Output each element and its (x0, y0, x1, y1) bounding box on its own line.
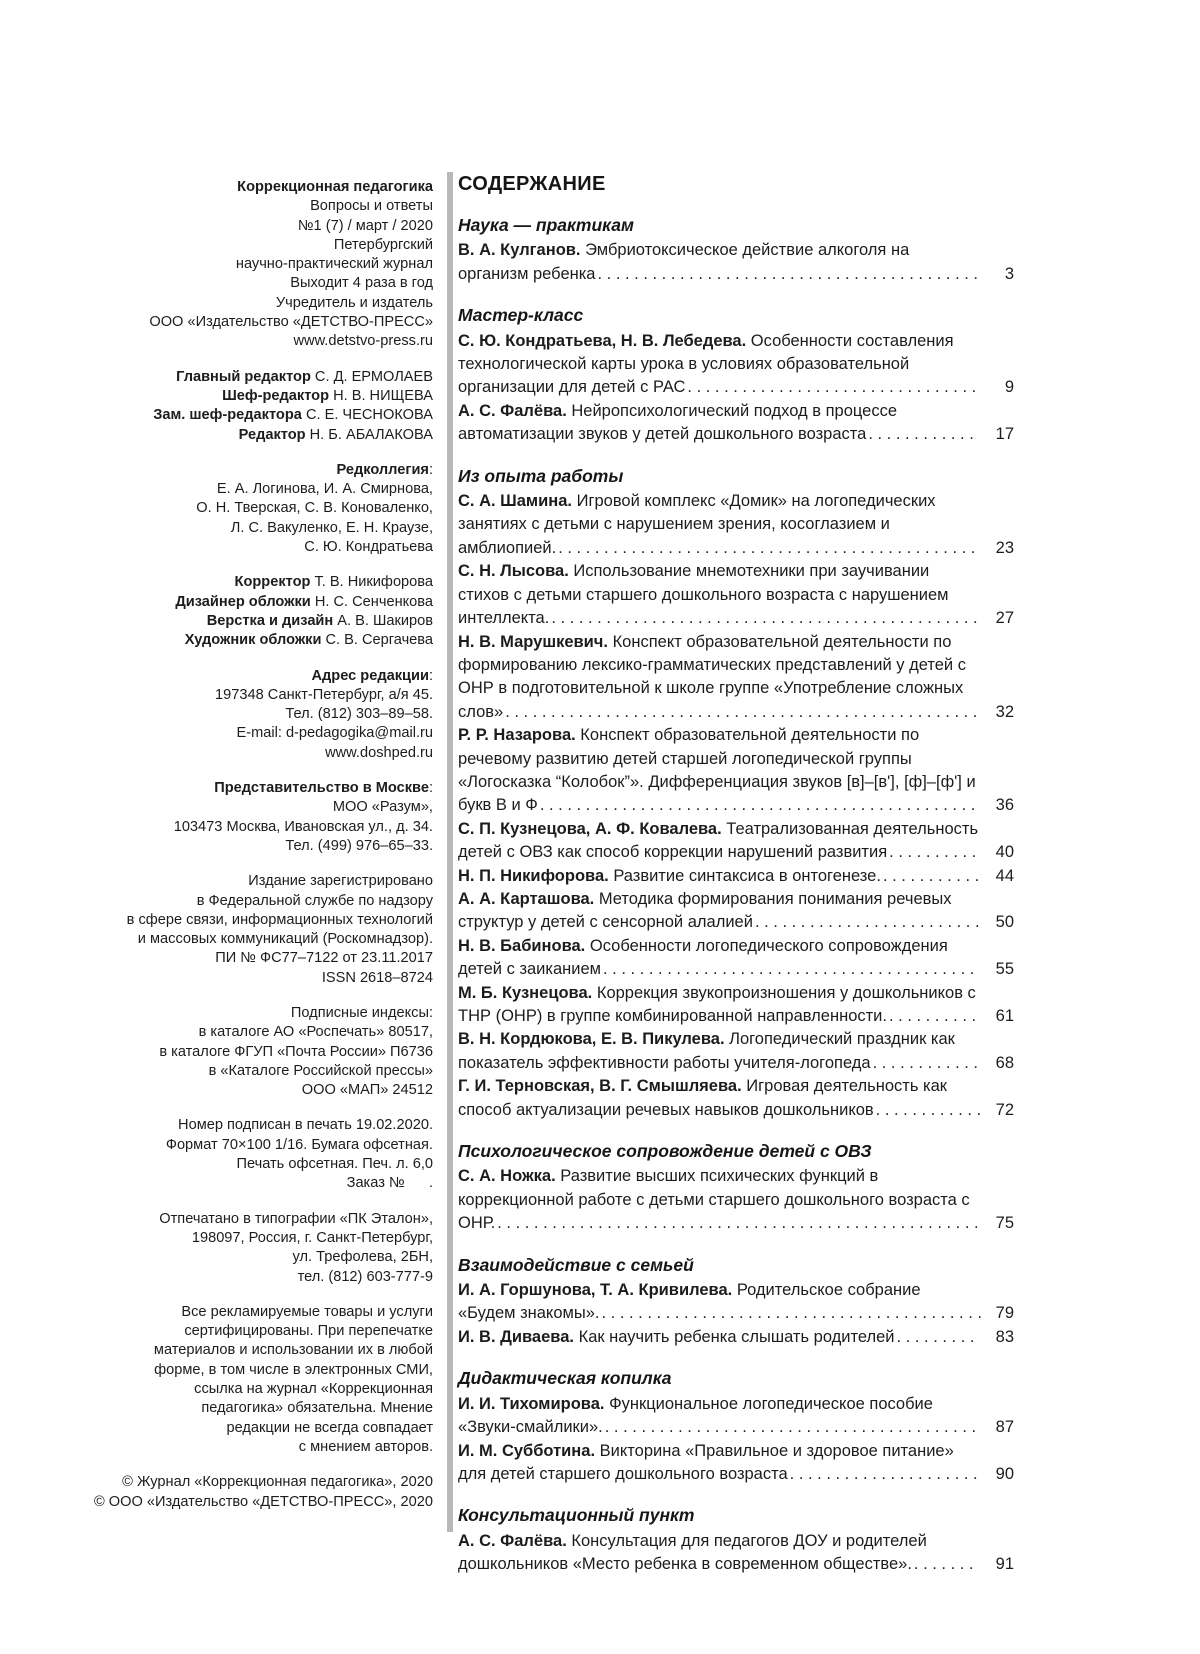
masthead-text: Учредитель и издатель (275, 294, 433, 311)
masthead-line (40, 1473, 433, 1492)
masthead-text: Н. В. НИЩЕВА (329, 387, 433, 404)
entry-page-number: 72 (995, 1100, 1014, 1119)
masthead-block (40, 1303, 433, 1457)
masthead-text: тел. (812) 603-777-9 (297, 1268, 433, 1285)
masthead-line (40, 1229, 433, 1248)
masthead-line (40, 519, 433, 538)
entry-page-number: 17 (995, 425, 1014, 444)
masthead-text: 197348 Санкт-Петербург, а/я 45. (215, 686, 433, 703)
toc-section (458, 304, 1014, 446)
dot-leader: . . . . . . . . . . (889, 843, 977, 862)
masthead-line (40, 969, 433, 988)
masthead-line (40, 930, 433, 949)
masthead-text: Печать офсетная. Печ. л. 6,0 (236, 1156, 433, 1173)
masthead-text: С. Ю. Кондратьева (304, 539, 433, 556)
entry-authors: Н. В. Бабинова. (458, 936, 586, 955)
masthead-label: Коррекционная педагогика (237, 179, 433, 195)
masthead-text: ООО «МАП» 24512 (301, 1082, 433, 1099)
masthead-text: Т. В. Никифорова (310, 574, 433, 591)
masthead-line (40, 1248, 433, 1267)
masthead-text: С. Д. ЕРМОЛАЕВ (310, 368, 433, 385)
masthead-text: ООО «Издательство «ДЕТСТВО-ПРЕСС» (149, 314, 433, 331)
entry-title: Логопедический праздник как показатель эффективности работы учителя-логопеда (458, 1030, 955, 1072)
entry-authors: Н. В. Марушкевич. (458, 632, 608, 651)
toc-entry (458, 1440, 1014, 1487)
masthead-text: Л. С. Вакуленко, Е. Н. Краузе, (230, 519, 433, 536)
dot-leader: . . . . . . . . . . . . . . . . . . . . . . . . . . . . . . . . . . . . . . . . . . . . . . . . . . . . . (497, 1214, 979, 1233)
entry-page-number: 36 (995, 796, 1014, 815)
entry-page-number: 32 (995, 702, 1014, 721)
masthead-line (40, 1081, 433, 1100)
entry-authors: А. А. Карташова. (458, 889, 595, 908)
masthead-text: в каталоге АО «Роспечать» 80517, (198, 1024, 433, 1041)
toc-entry (458, 1393, 1014, 1440)
contents-column (458, 172, 1014, 1577)
entry-page-number: 3 (1004, 264, 1014, 283)
entry-title: Викторина «Правильное и здоровое питание» для детей старшего дошкольного возраста (458, 1441, 954, 1483)
masthead-text: Н. С. Сенченкова (310, 593, 433, 610)
dot-leader: . . . . . . . . . . . . (868, 425, 974, 444)
entry-authors: А. С. Фалёва. (458, 401, 567, 420)
entry-page-number: 90 (995, 1464, 1014, 1483)
toc-entry (458, 631, 1014, 725)
dot-leader: . . . . . . . . . . . . . . . . . . . . . . . . . . . . . . . . . . . . . . . . . . . . . . . (551, 609, 978, 628)
masthead-text: Отпечатано в типографии «ПК Эталон», (159, 1210, 433, 1227)
masthead-text: Формат 70×100 1/16. Бумага офсетная. (165, 1136, 433, 1153)
masthead-line (40, 779, 433, 798)
toc-section (458, 1504, 1014, 1576)
toc-entry (458, 818, 1014, 865)
entry-title: Игровой комплекс «Домик» на логопедических занятиях с детьми с нарушением зрения, косоглазием и амблиопией. (458, 492, 936, 557)
section-heading: Консультационный пункт (458, 1505, 695, 1526)
masthead-line (40, 1155, 433, 1174)
toc-entry (458, 400, 1014, 447)
toc-entry (458, 1326, 1014, 1349)
dot-leader: . . . . . . . . . . . . . . . . . . . . . . . . . . . . . . . . . . . . . . . . . . . . . . . . (539, 796, 976, 815)
masthead-line (40, 368, 433, 387)
dot-leader: . . . . . . . . . . . . . . . . . . . . . . . . . . . . . . . . . . . . . . . . . . . . . . (558, 538, 976, 557)
entry-title: Конспект образовательной деятельности по формированию лексико-грамматических представлений у детей с ОНР в подготовительной к школе группе «Употребление сложных слов» (458, 632, 966, 721)
entry-authors: С. А. Ножка. (458, 1167, 556, 1186)
toc-entry (458, 560, 1014, 630)
dot-leader: . . . . . . . . . . . . . . . . . . . . . . . . . . . . . . . . . . . . . . . . . . (597, 264, 978, 283)
section-heading: Из опыта работы (458, 465, 624, 486)
entry-title: Коррекция звукопроизношения у дошкольников с ТНР (ОНР) в группе комбинированной направленности. (458, 983, 976, 1025)
masthead-line (40, 1341, 433, 1360)
masthead-text: Подписные индексы: (290, 1004, 433, 1021)
masthead-block (40, 1004, 433, 1100)
entry-authors: В. Н. Кордюкова, Е. В. Пикулева. (458, 1030, 725, 1049)
masthead-line (40, 236, 433, 255)
masthead-line (40, 1493, 433, 1512)
dot-leader: . . . . . . . . . . . . . . . . . . . . . . . . . . . . . . . . . . . . . . . . . (604, 1418, 977, 1437)
entry-authors: Г. И. Терновская, В. Г. Смышляева. (458, 1077, 742, 1096)
toc-entry (458, 490, 1014, 560)
section-heading: Взаимодействие с семьей (458, 1254, 694, 1275)
masthead-block (40, 872, 433, 988)
masthead-text: : (428, 461, 433, 478)
masthead-text: Все рекламируемые товары и услуги (181, 1303, 433, 1320)
masthead-line (40, 387, 433, 406)
section-heading: Мастер-класс (458, 305, 584, 326)
masthead-line (40, 949, 433, 968)
toc-section (458, 1140, 1014, 1236)
entry-page-number: 87 (995, 1418, 1014, 1437)
entry-title: Особенности составления технологической карты урока в условиях образовательной организации для детей с РАС (458, 331, 954, 397)
dot-leader: . . . . . . . . . . . . . . . . . . . . . . . . . (754, 913, 980, 932)
masthead-block (40, 779, 433, 856)
masthead-line (40, 1438, 433, 1457)
entry-title: Как научить ребенка слышать родителей (578, 1327, 895, 1346)
entry-page-number: 9 (1004, 378, 1014, 397)
toc-entry (458, 1165, 1014, 1235)
dot-leader: . . . . . . . . . . . . (875, 1100, 982, 1119)
masthead-text: : (428, 667, 433, 684)
masthead-line (40, 313, 433, 332)
entry-title: Нейропсихологический подход в процессе автоматизации звуков у детей дошкольного возраста (458, 401, 898, 444)
masthead-line (40, 1303, 433, 1322)
masthead-text: О. Н. Тверская, С. В. Коноваленко, (196, 500, 433, 517)
dot-leader: . . . . . . . . . . . (882, 866, 980, 885)
masthead-line (40, 1043, 433, 1062)
masthead-line (40, 332, 433, 351)
entry-page-number: 55 (995, 960, 1014, 979)
masthead-block (40, 461, 433, 557)
entry-page-number: 91 (995, 1555, 1014, 1574)
masthead-line (40, 255, 433, 274)
masthead-label: Дизайнер обложки (175, 593, 311, 610)
masthead-line (40, 1419, 433, 1438)
masthead-line (40, 274, 433, 293)
masthead-line (40, 1399, 433, 1418)
entry-title: Конспект образовательной деятельности по речевому развитию детей старшей логопедической группы «Логосказка “Колобок”». Дифференциация звуков [в]–[в'], [ф]–[ф'] и букв В и Ф (458, 726, 976, 815)
masthead-text: ссылка на журнал «Коррекционная (194, 1381, 433, 1398)
masthead-text: в Федеральной службе по надзору (196, 892, 433, 909)
masthead-text: Петербургский (333, 236, 433, 253)
entry-title: Развитие высших психических функций в коррекционной работе с детьми старшего дошкольного возраста с ОНР. (458, 1167, 970, 1233)
masthead-column (40, 178, 433, 1528)
section-heading: Дидактическая копилка (458, 1368, 672, 1389)
masthead-line (40, 872, 433, 891)
masthead-line (40, 1380, 433, 1399)
entry-title: Особенности логопедического сопровождения детей с заиканием (458, 936, 948, 979)
entry-title: Эмбриотоксическое действие алкоголя на организм ребенка (458, 241, 910, 283)
toc-section (458, 1254, 1014, 1350)
masthead-label: Главный редактор (176, 368, 311, 385)
entry-title: Функциональное логопедическое пособие «Звуки-смайлики». (458, 1394, 933, 1437)
masthead-text: материалов и использовании их в любой (153, 1342, 433, 1359)
dot-leader: . . . . . . . . . . . . . . . . . . . . . . . . . . . . . . . . . . . . . . . . . . (601, 1304, 982, 1323)
masthead-block (40, 1210, 433, 1287)
masthead-line (40, 426, 433, 445)
entry-authors: И. М. Субботина. (458, 1441, 596, 1460)
masthead-text: научно-практический журнал (235, 256, 433, 273)
entry-title: Использование мнемотехники при заучивании стихов с детьми старшего дошкольного возраста с нарушением интеллекта. (458, 562, 949, 628)
masthead-block (40, 1473, 433, 1512)
masthead-text: www.doshped.ru (325, 744, 433, 761)
masthead-label: Корректор (234, 574, 311, 591)
dot-leader: . . . . . . . . . (896, 1327, 975, 1346)
masthead-text: Вопросы и ответы (310, 198, 433, 215)
dot-leader: . . . . . . . . . . (888, 1007, 977, 1025)
toc-section (458, 1367, 1014, 1486)
masthead-text: педагогика» обязательна. Мнение (201, 1400, 433, 1417)
entry-page-number: 61 (995, 1007, 1014, 1025)
masthead-text: А. В. Шакиров (333, 612, 433, 629)
masthead-line (40, 480, 433, 499)
masthead-label: Адрес редакции (311, 667, 429, 684)
masthead-label: Зам. шеф-редактора (153, 407, 302, 424)
masthead-line (40, 612, 433, 631)
masthead-line (40, 686, 433, 705)
masthead-text: Е. А. Логинова, И. А. Смирнова, (216, 481, 433, 498)
entry-authors: И. А. Горшунова, Т. А. Кривилева. (458, 1281, 733, 1300)
masthead-line (40, 406, 433, 425)
masthead-text: Выходит 4 раза в год (290, 275, 433, 292)
masthead-text: с мнением авторов. (298, 1438, 433, 1455)
entry-page-number: 68 (995, 1053, 1014, 1072)
masthead-block (40, 573, 433, 650)
masthead-text: 198097, Россия, г. Санкт-Петербург, (191, 1229, 433, 1246)
masthead-text: : (428, 780, 433, 797)
masthead-block (40, 178, 433, 352)
section-heading: Психологическое сопровождение детей с ОВЗ (458, 1141, 872, 1162)
masthead-label: Художник обложки (184, 632, 322, 649)
entry-authors: И. В. Диваева. (458, 1327, 574, 1346)
masthead-text: 103473 Москва, Ивановская ул., д. 34. (173, 818, 433, 835)
masthead-text: Тел. (499) 976–65–33. (285, 837, 433, 854)
entry-page-number: 40 (995, 843, 1014, 862)
masthead-line (40, 631, 433, 650)
entry-page-number: 75 (995, 1214, 1014, 1233)
masthead-line (40, 667, 433, 686)
masthead-block (40, 1116, 433, 1193)
toc-entry (458, 982, 1014, 1029)
entry-page-number: 27 (995, 609, 1014, 628)
dot-leader: . . . . . . . . . . . . (872, 1053, 979, 1072)
entry-title: Консультация для педагогов ДОУ и родителей дошкольников «Место ребенка в современном обществе». (458, 1531, 927, 1574)
entry-title: Театрализованная деятельность детей с ОВЗ как способ коррекции нарушений развития (458, 819, 979, 862)
masthead-line (40, 1268, 433, 1287)
masthead-line (40, 837, 433, 856)
toc-entry (458, 1028, 1014, 1075)
masthead-text: в «Каталоге Российской прессы» (208, 1062, 433, 1079)
masthead-text: С. Е. ЧЕСНОКОВА (301, 407, 433, 424)
masthead-line (40, 538, 433, 557)
masthead-line (40, 818, 433, 837)
masthead-line (40, 178, 433, 197)
masthead-label: Верстка и дизайн (206, 612, 334, 629)
entry-authors: С. А. Шамина. (458, 492, 573, 511)
entry-title: Развитие синтаксиса в онтогенезе. (613, 866, 881, 885)
entry-page-number: 23 (995, 538, 1014, 557)
masthead-line (40, 197, 433, 216)
masthead-line (40, 744, 433, 763)
dot-leader: . . . . . . . (913, 1555, 974, 1574)
masthead-line (40, 1136, 433, 1155)
masthead-line (40, 724, 433, 743)
toc-entry (458, 935, 1014, 982)
masthead-text: © ООО «Издательство «ДЕТСТВО-ПРЕСС», 2020 (93, 1493, 433, 1510)
entry-page-number: 50 (995, 913, 1014, 932)
entry-title: Методика формирования понимания речевых структур у детей с сенсорной алалией (458, 889, 952, 932)
entry-authors: С. П. Кузнецова, А. Ф. Ковалева. (458, 819, 722, 838)
entry-authors: С. Н. Лысова. (458, 562, 569, 581)
masthead-text: в сфере связи, информационных технологий (126, 911, 433, 928)
masthead-line (40, 1361, 433, 1380)
masthead-text: Тел. (812) 303–89–58. (285, 706, 433, 723)
masthead-line (40, 1322, 433, 1341)
masthead-line (40, 217, 433, 236)
masthead-text: МОО «Разум», (332, 799, 433, 816)
masthead-line (40, 1116, 433, 1135)
toc-entry (458, 239, 1014, 286)
masthead-line (40, 1023, 433, 1042)
masthead-line (40, 573, 433, 592)
entry-page-number: 44 (995, 866, 1014, 885)
entry-authors: В. А. Кулганов. (458, 241, 581, 260)
masthead-text: Заказ № . (346, 1175, 433, 1192)
masthead-line (40, 593, 433, 612)
entry-page-number: 83 (995, 1327, 1014, 1346)
masthead-line (40, 499, 433, 518)
masthead-line (40, 294, 433, 313)
toc-entry (458, 1530, 1014, 1577)
masthead-text: Н. Б. АБАЛАКОВА (305, 426, 433, 443)
entry-authors: С. Ю. Кондратьева, Н. В. Лебедева. (458, 331, 747, 350)
masthead-line (40, 461, 433, 480)
masthead-block (40, 368, 433, 445)
toc-entry (458, 865, 1014, 888)
entry-authors: Н. П. Никифорова. (458, 866, 609, 885)
entry-title: Родительское собрание «Будем знакомы». (458, 1281, 921, 1323)
entry-authors: М. Б. Кузнецова. (458, 983, 593, 1002)
dot-leader: . . . . . . . . . . . . . . . . . . . . . . . . . . . . . . . . . . . . . . . . . . . . . . . . . . . . (505, 702, 978, 721)
masthead-text: © Журнал «Коррекционная педагогика», 2020 (122, 1474, 433, 1491)
toc-entry (458, 1075, 1014, 1122)
masthead-block (40, 667, 433, 763)
masthead-text: сертифицированы. При перепечатке (184, 1323, 433, 1340)
dot-leader: . . . . . . . . . . . . . . . . . . . . . . . . . . . . . . . . . . . . . . . . . (603, 960, 975, 979)
entry-page-number: 79 (995, 1304, 1014, 1323)
entry-authors: А. С. Фалёва. (458, 1531, 567, 1550)
entry-authors: И. И. Тихомирова. (458, 1394, 605, 1413)
masthead-line (40, 892, 433, 911)
masthead-label: Редактор (238, 426, 306, 443)
masthead-text: www.detstvo-press.ru (293, 333, 433, 350)
masthead-line (40, 1210, 433, 1229)
masthead-text: С. В. Сергачева (321, 632, 433, 649)
masthead-text: ПИ № ФС77–7122 от 23.11.2017 (215, 950, 433, 967)
toc-entry (458, 1279, 1014, 1326)
toc-entry (458, 330, 1014, 400)
toc-section (458, 214, 1014, 286)
entry-title: Игровая деятельность как способ актуализации речевых навыков дошкольников (458, 1077, 947, 1119)
masthead-label: Шеф-редактор (222, 387, 330, 404)
dot-leader: . . . . . . . . . . . . . . . . . . . . . . . . . . . . . . . . (687, 378, 977, 397)
masthead-line (40, 1174, 433, 1193)
toc-entry (458, 888, 1014, 935)
masthead-line (40, 705, 433, 724)
masthead-label: Представительство в Москве (214, 780, 429, 797)
masthead-text: и массовых коммуникаций (Роскомнадзор). (137, 931, 433, 948)
entry-authors: Р. Р. Назарова. (458, 726, 576, 745)
masthead-label: Редколлегия (336, 461, 429, 478)
masthead-line (40, 1004, 433, 1023)
masthead-text: Номер подписан в печать 19.02.2020. (178, 1117, 433, 1134)
masthead-line (40, 798, 433, 817)
masthead-text: Издание зарегистрировано (248, 873, 433, 890)
toc-sections (458, 214, 1014, 1577)
masthead-text: ISSN 2618–8724 (321, 969, 433, 986)
masthead-line (40, 1062, 433, 1081)
masthead-text: редакции не всегда совпадает (226, 1419, 433, 1436)
masthead-text: №1 (7) / март / 2020 (297, 217, 433, 234)
masthead-text: форме, в том числе в электронных СМИ, (154, 1361, 433, 1378)
contents-title: СОДЕРЖАНИЕ (458, 173, 606, 195)
toc-entry (458, 724, 1014, 818)
masthead-line (40, 911, 433, 930)
column-divider (447, 172, 453, 1532)
section-heading: Наука — практикам (458, 215, 634, 235)
masthead-text: ул. Трефолева, 2БН, (292, 1249, 433, 1266)
dot-leader: . . . . . . . . . . . . . . . . . . . . . (789, 1464, 978, 1483)
masthead-text: E-mail: d-pedagogika@mail.ru (236, 725, 433, 742)
toc-section (458, 465, 1014, 1122)
masthead-text: в каталоге ФГУП «Почта России» П6736 (159, 1043, 433, 1060)
